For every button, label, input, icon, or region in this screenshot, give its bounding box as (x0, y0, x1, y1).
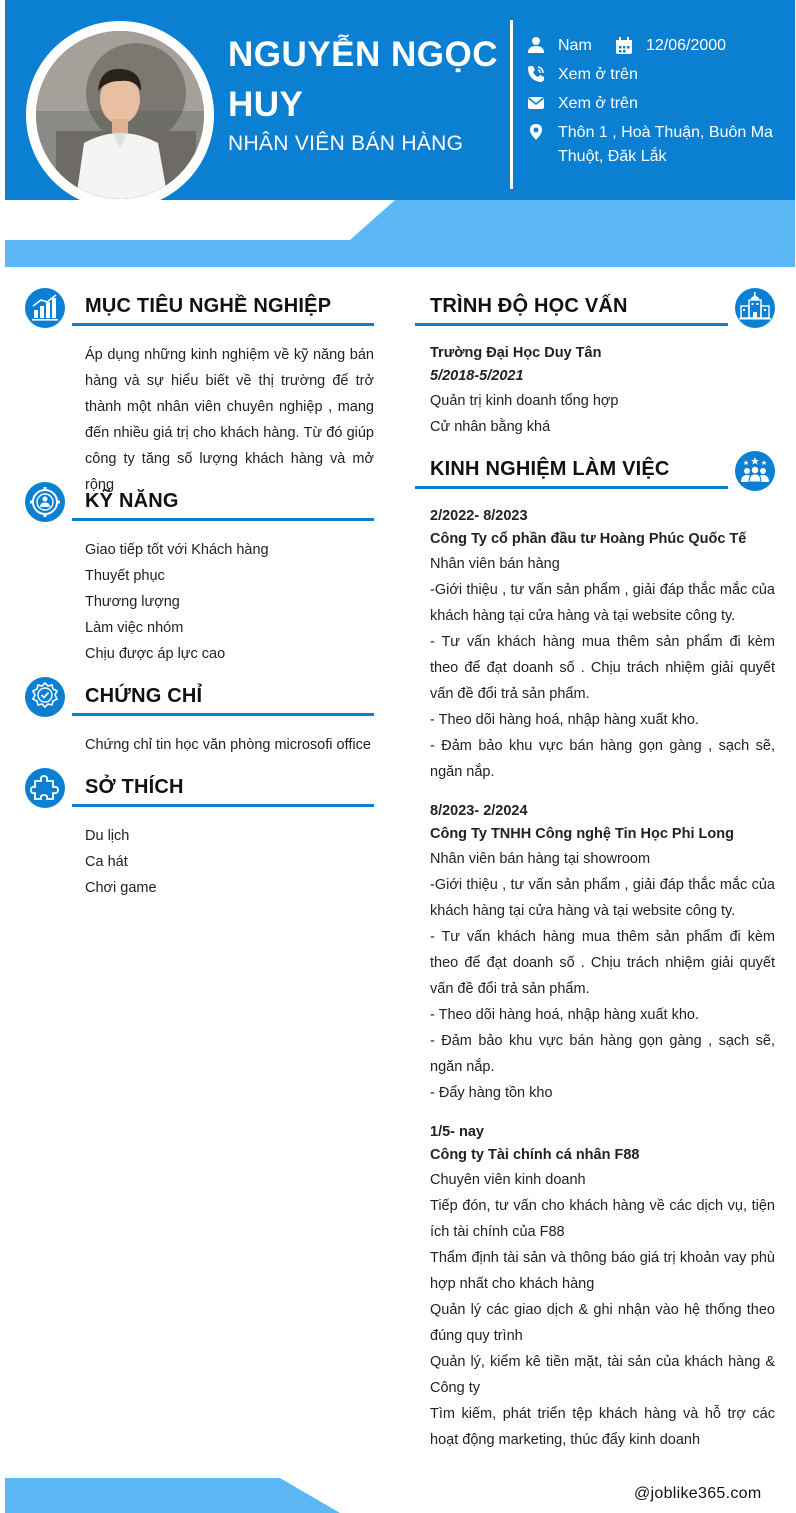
job-duty: Quản lý các giao dịch & ghi nhận vào hệ thống theo đúng quy trình (430, 1302, 775, 1344)
header-divider (510, 20, 513, 189)
puzzle-icon (25, 768, 65, 808)
footer-watermark: @joblike365.com (634, 1485, 762, 1502)
job-duty: - Tư vấn khách hàng mua thêm sản phẩm đi kèm theo để đạt doanh số . Chịu trách nhiệm giải quyết vấn đề đổi trả sản phẩm. (430, 929, 775, 997)
skill-item: Giao tiếp tốt với Khách hàng (85, 542, 269, 558)
hobbies-underline (72, 804, 374, 807)
skill-item: Thuyết phục (85, 568, 165, 584)
school-icon (735, 288, 775, 328)
chart-icon (25, 288, 65, 328)
certificates-heading: CHỨNG CHỈ (85, 685, 203, 707)
certificate-item: Chứng chỉ tin học văn phòng microsofi office (85, 737, 371, 753)
objective-text: Áp dụng những kinh nghiệm về kỹ năng bán hàng và sự hiểu biết về thị trường để trở thành một nhân viên chuyên nghiệp , mang đến nhiều giá trị cho khách hàng. Từ đó giúp công ty tăng số lượng khách hàng và mở rộng (85, 347, 374, 493)
job-company: Công ty Tài chính cá nhân F88 (430, 1147, 640, 1163)
job-duty: - Đảm bảo khu vực bán hàng gọn gàng , sạch sẽ, ngăn nắp. (430, 738, 775, 780)
avatar-photo (36, 31, 204, 199)
header-banner (5, 0, 795, 267)
job-position: Chuyên viên kinh doanh (430, 1172, 586, 1188)
user-icon (527, 36, 545, 54)
education-major: Quản trị kinh doanh tổng hợp (430, 393, 619, 409)
objective-underline (72, 323, 374, 326)
footer-decoration (5, 1478, 340, 1513)
hobby-item: Chơi game (85, 880, 157, 896)
school-name: Trường Đại Học Duy Tân (430, 345, 602, 361)
education-underline (415, 323, 728, 326)
education-period: 5/2018-5/2021 (430, 368, 524, 384)
job-duty: - Theo dõi hàng hoá, nhập hàng xuất kho. (430, 712, 700, 728)
hobby-item: Du lịch (85, 828, 130, 844)
job-company: Công Ty cổ phần đầu tư Hoàng Phúc Quốc Tế (430, 531, 747, 547)
job-duty: - Đảm bảo khu vực bán hàng gọn gàng , sạch sẽ, ngăn nắp. (430, 1033, 775, 1075)
job-entry (430, 505, 775, 785)
objective-heading: MỤC TIÊU NGHỀ NGHIỆP (85, 295, 332, 317)
job-date: 8/2023- 2/2024 (430, 803, 528, 819)
phone-icon (527, 65, 545, 83)
job-duty: - Đẩy hàng tồn kho (430, 1085, 553, 1101)
skills-underline (72, 518, 374, 521)
calendar-icon (615, 37, 633, 55)
hobbies-heading: SỞ THÍCH (85, 776, 184, 798)
job-duty: -Giới thiệu , tư vấn sản phẩm , giải đáp thắc mắc của khách hàng tại cửa hàng và tại website công ty. (430, 582, 775, 624)
experience-heading: KINH NGHIỆM LÀM VIỆC (430, 458, 670, 480)
job-duty: - Tư vấn khách hàng mua thêm sản phẩm đi kèm theo để đạt doanh số . Chịu trách nhiệm giải quyết vấn đề đổi trả sản phẩm. (430, 634, 775, 702)
gear-icon (25, 482, 65, 522)
location-pin-icon (527, 123, 545, 141)
hobby-item: Ca hát (85, 854, 128, 870)
badge-icon (25, 677, 65, 717)
candidate-name: NGUYỄN NGỌC HUY (228, 35, 498, 124)
skill-item: Thương lượng (85, 594, 180, 610)
experience-underline (415, 486, 728, 489)
email-value: Xem ở trên (558, 95, 638, 112)
dob-value: 12/06/2000 (646, 37, 727, 54)
job-position: Nhân viên bán hàng (430, 556, 560, 572)
gender-value: Nam (558, 37, 592, 54)
job-position: Nhân viên bán hàng tại showroom (430, 851, 651, 867)
education-heading: TRÌNH ĐỘ HỌC VẤN (430, 295, 628, 317)
education-degree: Cử nhân bằng khá (430, 419, 551, 435)
job-entry (430, 1121, 775, 1453)
header-decoration (5, 200, 795, 267)
skills-heading: KỸ NĂNG (85, 490, 179, 512)
team-icon (735, 451, 775, 491)
job-company: Công Ty TNHH Công nghệ Tin Học Phi Long (430, 826, 734, 842)
phone-value: Xem ở trên (558, 66, 638, 83)
job-duty: - Theo dõi hàng hoá, nhập hàng xuất kho. (430, 1007, 700, 1023)
skill-item: Chịu được áp lực cao (85, 646, 226, 662)
job-duty: Quản lý, kiểm kê tiền mặt, tài sản của khách hàng & Công ty (430, 1354, 775, 1396)
candidate-title: NHÂN VIÊN BÁN HÀNG (228, 132, 464, 155)
skill-item: Làm việc nhóm (85, 620, 184, 636)
job-date: 1/5- nay (430, 1124, 484, 1140)
address-value: Thôn 1 , Hoà Thuận, Buôn Ma Thuột, Đăk Lắk (558, 124, 773, 165)
certificates-underline (72, 713, 374, 716)
job-entry (430, 800, 775, 1106)
job-duty: Tìm kiếm, phát triển tệp khách hàng và hỗ trợ các hoạt động marketing, thúc đẩy kinh doanh (430, 1406, 775, 1448)
envelope-icon (527, 94, 545, 112)
job-date: 2/2022- 8/2023 (430, 508, 528, 524)
job-duty: Tiếp đón, tư vấn cho khách hàng về các dịch vụ, tiện ích tài chính của F88 (430, 1198, 775, 1240)
job-duty: -Giới thiệu , tư vấn sản phẩm , giải đáp thắc mắc của khách hàng tại cửa hàng và tại website công ty. (430, 877, 775, 919)
job-duty: Thẩm định tài sản và thông báo giá trị khoản vay phù hợp nhất cho khách hàng (430, 1250, 775, 1292)
